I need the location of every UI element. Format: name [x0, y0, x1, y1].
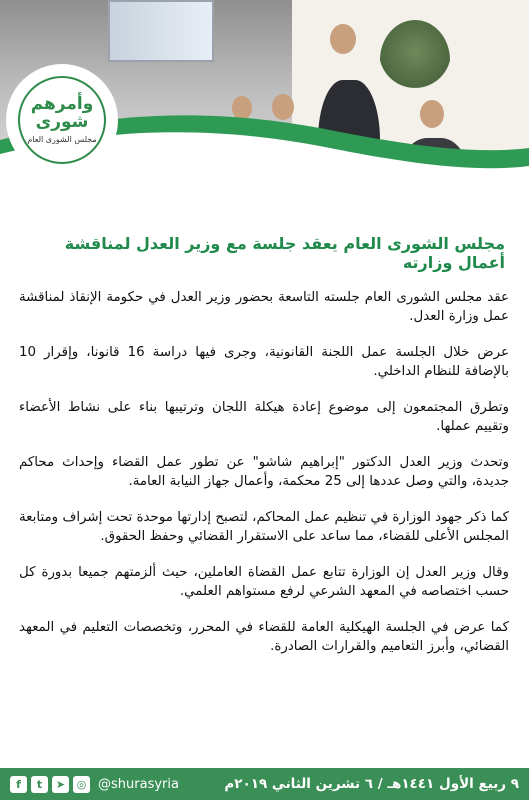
tree-emblem	[380, 20, 450, 100]
paragraph: وتطرق المجتمعون إلى موضوع إعادة هيكلة اللجان وترتيبها بناء على نشاط الأعضاء وتقييم عملها.	[19, 400, 509, 434]
facebook-icon[interactable]: f	[10, 776, 27, 793]
projector-screen	[108, 0, 214, 62]
social-handle[interactable]: @shurasyria	[98, 776, 179, 792]
twitter-icon[interactable]: t	[31, 776, 48, 793]
paragraph: كما عرض في الجلسة الهيكلية العامة للقضاء في المحرر، وتخصصات التعليم في المعهد القضائي، وأبرز التعاميم والقرارات الصادرة.	[19, 620, 509, 654]
article-title: مجلس الشورى العام يعقد جلسة مع وزير العدل لمناقشة أعمال وزارته	[64, 234, 505, 272]
person-speaker-head	[330, 24, 356, 54]
paragraph: وتحدث وزير العدل الدكتور "إبراهيم شاشو" عن تطور عمل القضاء وإحداث محاكم جديدة، والتي وصل عددها إلى 25 محكمة، وأعمال جهاز النيابة العامة.	[19, 455, 509, 489]
council-logo	[6, 64, 118, 176]
logo-caption: مجلس الشورى العام	[27, 135, 97, 144]
paragraph: كما ذكر جهود الوزارة في تنظيم عمل المحاكم، لتصبح إدارتها موحدة تحت إشراف ومتابعة المجلس الأعلى للقضاء، مما ساعد على الاستقرار القضائي وحفظ الحقوق.	[19, 510, 509, 544]
article-body	[19, 288, 509, 673]
footer-bar	[0, 768, 529, 800]
social-icons	[10, 776, 90, 793]
logo-script: وأمرهم شورى	[30, 94, 94, 132]
paragraph: وقال وزير العدل إن الوزارة تتابع عمل القضاة العاملين، حيث ألزمتهم جميعا بدورة كل حسب اختصاصه في المعهد الشرعي لرفع مستواهم العلمي.	[19, 565, 509, 599]
paragraph: عقد مجلس الشورى العام جلسته التاسعة بحضور وزير العدل في حكومة الإنقاذ لمناقشة عمل وزارة العدل.	[19, 290, 509, 324]
instagram-icon[interactable]: ◎	[73, 776, 90, 793]
date-label: ٩ ربيع الأول ١٤٤١هـ / ٦ تشرين الثاني ٢٠١٩م	[224, 776, 519, 792]
paragraph: عرض خلال الجلسة عمل اللجنة القانونية، وجرى فيها دراسة 16 قانونا، وإقرار 10 بالإضافة للنظام الداخلي.	[19, 345, 509, 379]
telegram-icon[interactable]: ➤	[52, 776, 69, 793]
